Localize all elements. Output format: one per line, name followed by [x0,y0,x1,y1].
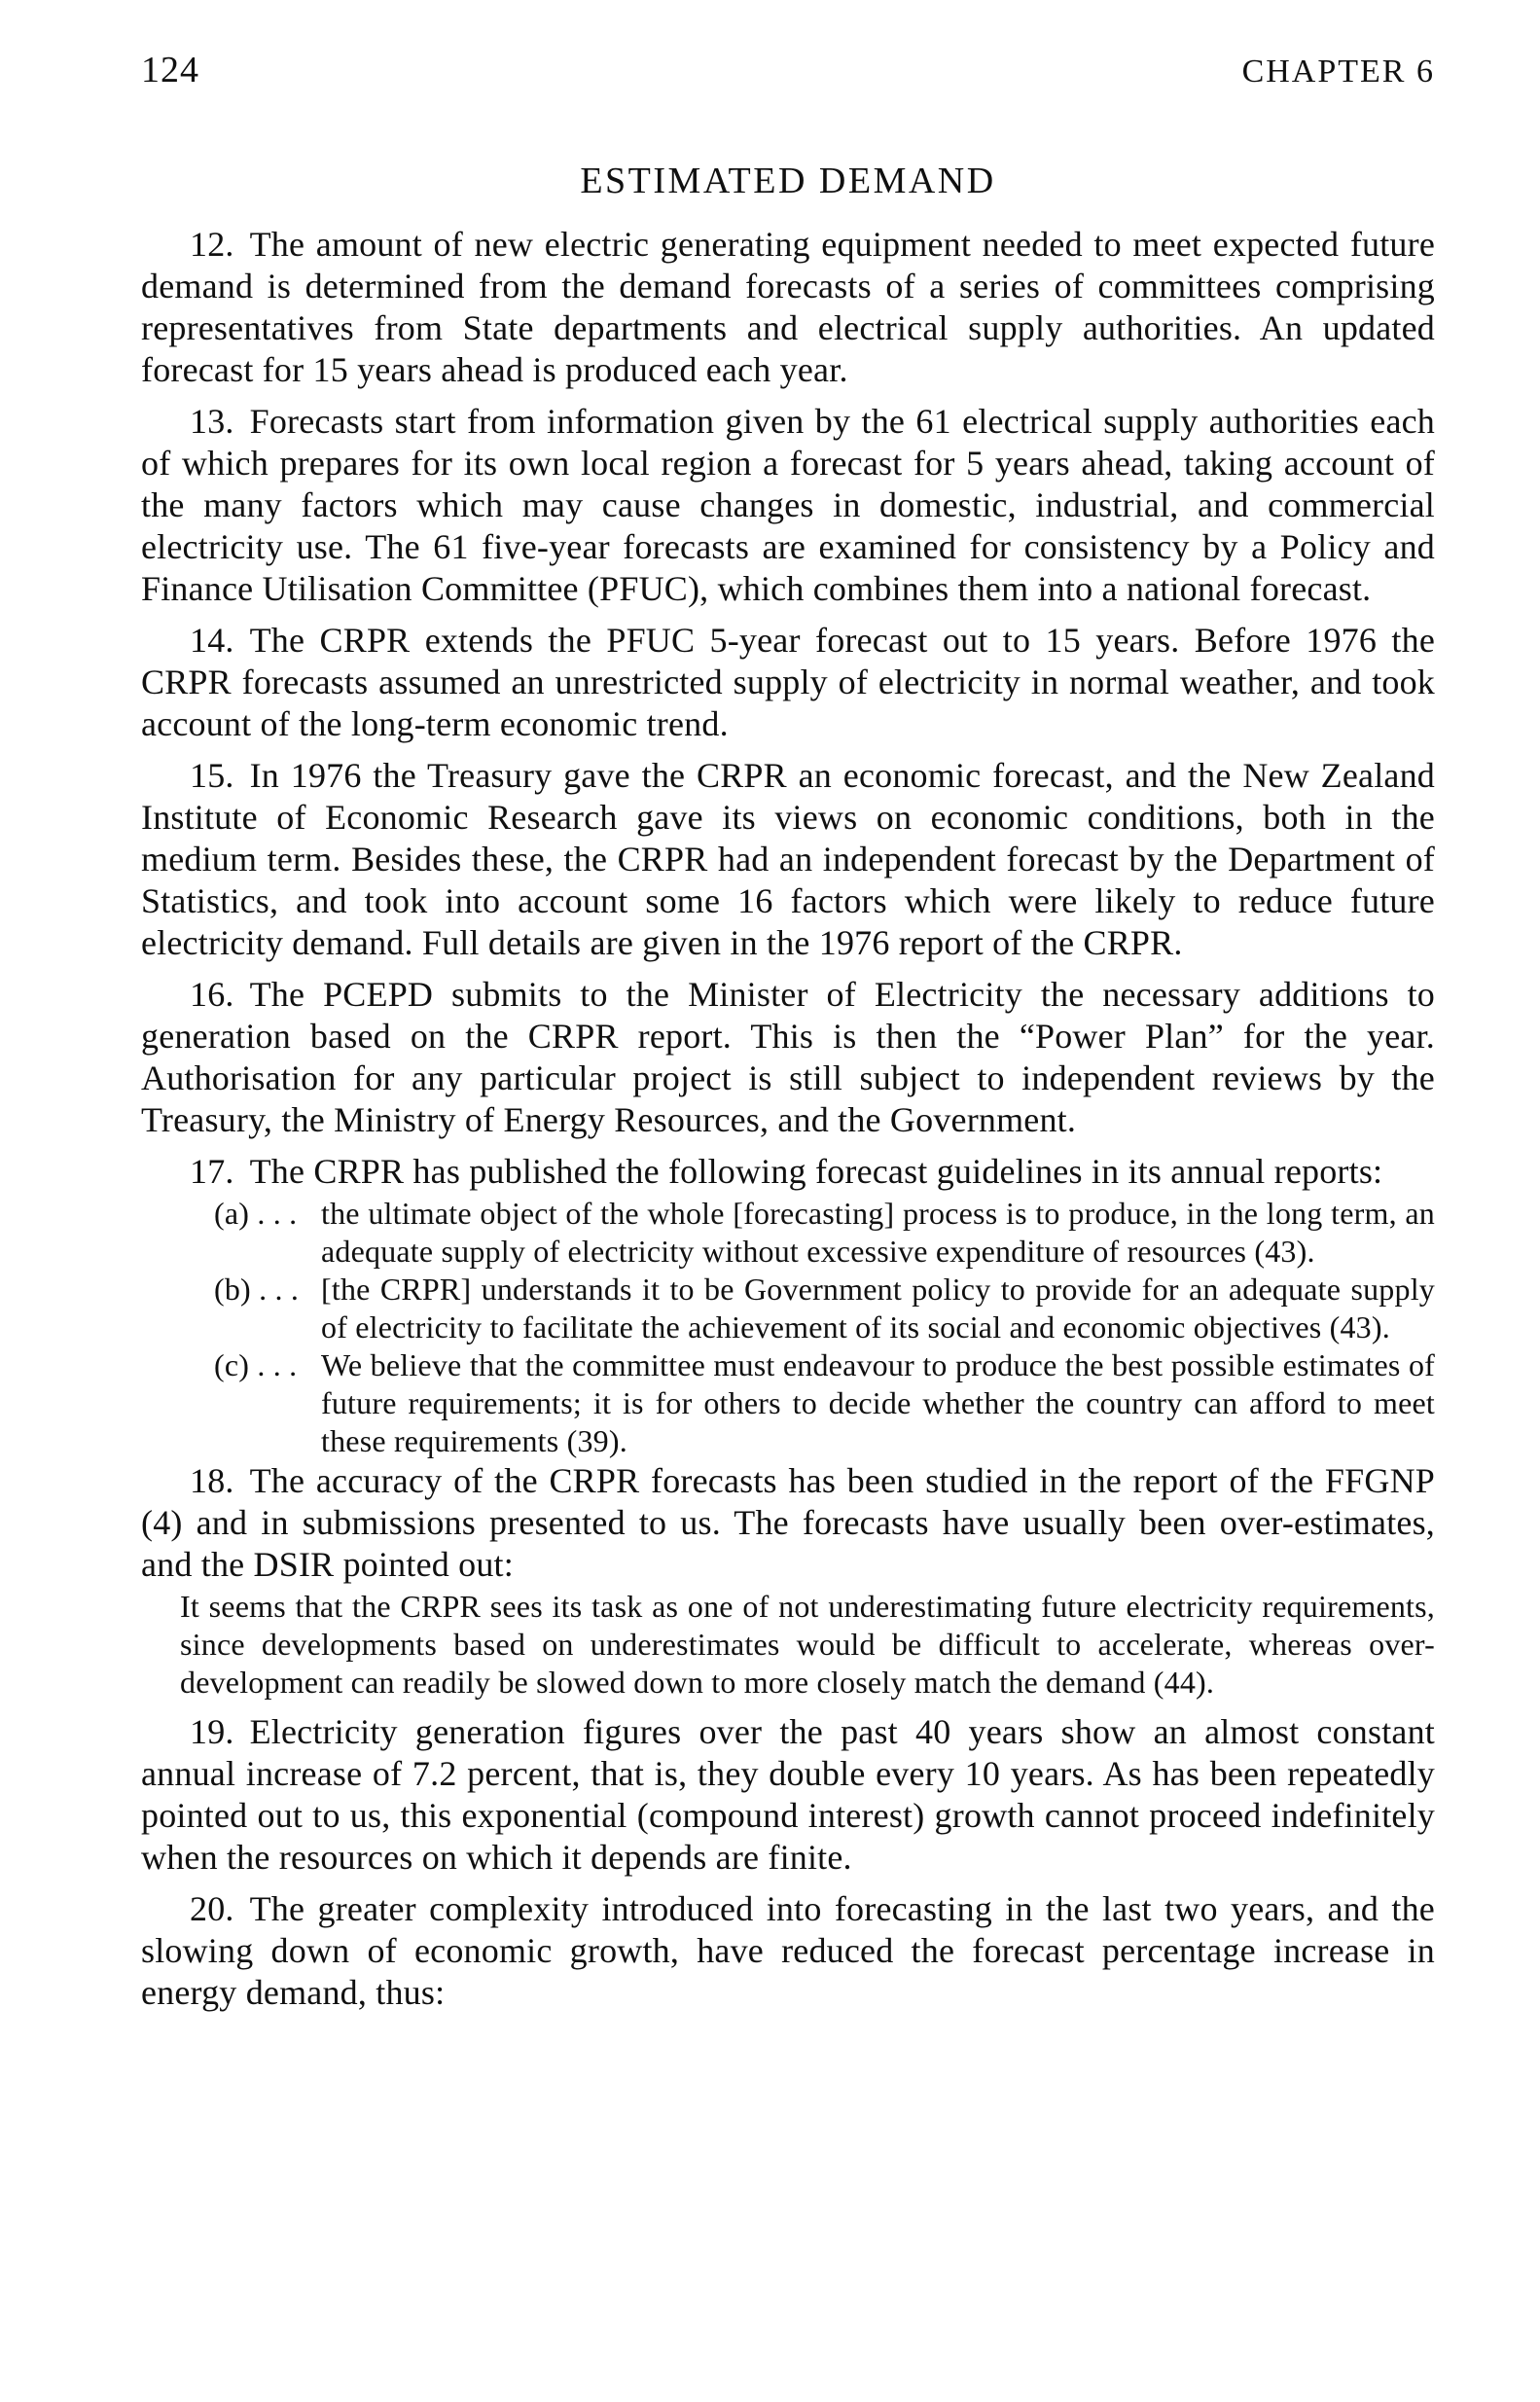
paragraph-12 [141,224,1435,391]
dsir-quote-text: It seems that the CRPR sees its task as one of not underestimating future electricity requirements, since developments based on underestimates would be difficult to accelerate, whereas over-development can readily be slowed down to more closely match the demand (44). [180,1589,1435,1700]
guideline-a-text: the ultimate object of the whole [forecasting] process is to produce, in the long term, an adequate supply of electricity without excessive expenditure of resources (43). [321,1196,1435,1269]
paragraph-14 [141,620,1435,745]
guideline-c-text: We believe that the committee must endeavour to produce the best possible estimates of future requirements; it is for others to decide whether the country can afford to meet these requirements (39). [321,1347,1435,1458]
paragraph-20-text: The greater complexity introduced into forecasting in the last two years, and the slowing down of economic growth, have reduced the forecast percentage increase in energy demand, thus: [141,1889,1435,2012]
paragraph-18 [141,1460,1435,1586]
paragraph-19-text: Electricity generation figures over the past 40 years show an almost constant annual increase of 7.2 percent, that is, they double every 10 years. As has been repeatedly pointed out to us, this exponential (compound interest) growth cannot proceed indefinitely when the resources on which it depends are finite. [141,1712,1435,1877]
guideline-b-text: [the CRPR] understands it to be Government policy to provide for an adequate supply of electricity to facilitate the achievement of its social and economic objectives (43). [321,1272,1435,1344]
paragraph-14-text: The CRPR extends the PFUC 5-year forecast out to 15 years. Before 1976 the CRPR forecasts assumed an unrestricted supply of electricity in normal weather, and took account of the long-term economic trend. [141,621,1435,743]
paragraph-18-text: The accuracy of the CRPR forecasts has been studied in the report of the FFGNP (4) and in submissions presented to us. The forecasts have usually been over-estimates, and the DSIR pointed out: [141,1461,1435,1584]
running-head [141,0,1435,91]
paragraph-18-number: 18. [190,1461,234,1500]
guideline-a-marker: (a) . . . [214,1196,298,1231]
paragraph-20 [141,1888,1435,2014]
paragraph-17-text: The CRPR has published the following forecast guidelines in its annual reports: [249,1152,1383,1191]
paragraph-15-number: 15. [190,756,234,795]
paragraph-16 [141,974,1435,1141]
guideline-item-b [141,1271,1435,1346]
guideline-item-a [141,1195,1435,1271]
guideline-b-marker: (b) . . . [214,1272,300,1307]
paragraph-12-number: 12. [190,225,234,264]
guideline-item-c [141,1346,1435,1460]
paragraph-14-number: 14. [190,621,234,660]
paragraph-16-text: The PCEPD submits to the Minister of Electricity the necessary additions to generation based on the CRPR report. This is then the “Power Plan” for the year. Authorisation for any particular project is still subject to independent reviews by the Treasury, the Ministry of Energy Resources, and the Government. [141,975,1435,1139]
page-number: 124 [141,50,199,90]
paragraph-20-number: 20. [190,1889,234,1928]
forecast-guidelines-list [141,1195,1435,1460]
paragraph-19 [141,1711,1435,1879]
guideline-c-marker: (c) . . . [214,1347,298,1382]
chapter-label: CHAPTER 6 [1241,54,1435,90]
paragraph-17-number: 17. [190,1152,234,1191]
paragraph-13-text: Forecasts start from information given by the 61 electrical supply authorities each of which prepares for its own local region a forecast for 5 years ahead, taking account of the many factors which may cause changes in domestic, industrial, and commercial electricity use. The 61 five-year forecasts are examined for consistency by a Policy and Finance Utilisation Committee (PFUC), which combines them into a national forecast. [141,402,1435,608]
page-title: ESTIMATED DEMAND [580,161,996,201]
paragraph-16-number: 16. [190,975,234,1014]
paragraph-19-number: 19. [190,1712,234,1751]
paragraph-13 [141,401,1435,610]
paragraph-12-text: The amount of new electric generating equipment needed to meet expected future demand is determined from the demand forecasts of a series of committees comprising representatives from State departments and electrical supply authorities. An updated forecast for 15 years ahead is produced each year. [141,225,1435,389]
paragraph-15-text: In 1976 the Treasury gave the CRPR an economic forecast, and the New Zealand Institute of Economic Research gave its views on economic conditions, both in the medium term. Besides these, the CRPR had an independent forecast by the Department of Statistics, and took into account some 16 factors which were likely to reduce future electricity demand. Full details are given in the 1976 report of the CRPR. [141,756,1435,962]
paragraph-17 [141,1151,1435,1193]
paragraph-15 [141,755,1435,964]
dsir-quote [141,1588,1435,1702]
paragraph-13-number: 13. [190,402,234,441]
